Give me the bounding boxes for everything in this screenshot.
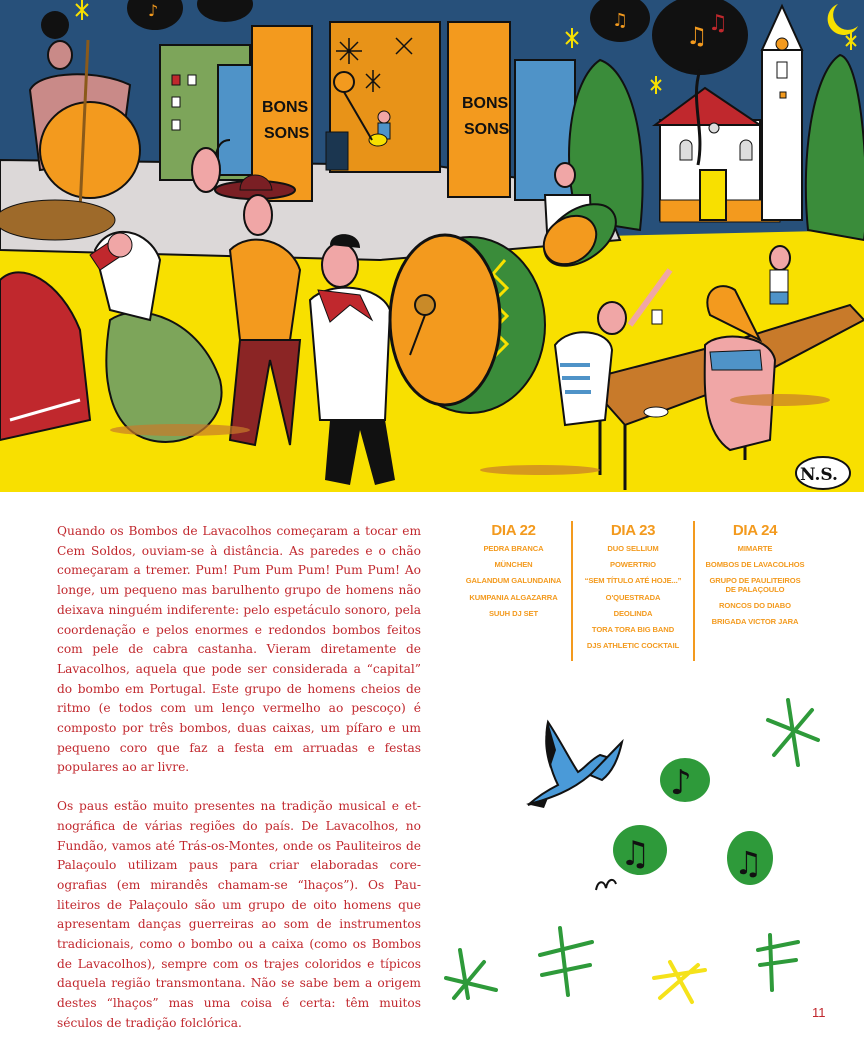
svg-text:♪: ♪ <box>670 763 692 803</box>
star-icon <box>758 935 798 990</box>
article-paragraph: Os paus estão muito presentes na tradição musical e etnográfica de várias regiões do país. De Lavacolhos, no Fundão, vamos até Trás-os-Montes, onde os Pauliteiros de Palaçoulo utilizam paus para criar elaboradas coreografias (em mirandês chamam-se “lhaços”). Os Pauliteiros de Palaçoulo são um grupo de oito homens que apresentam danças guerreiras ao som de instrumentos tradicionais, como o bombo ou a caixa (como os Bombos de Lavacolhos), sempre com os trajes coloridos e típicos daquela região transmontana. Não se sabe bem a origem destes “lhaços” mas uma coisa é certa: têm muitos séculos de tradição folclórica. <box>57 799 421 1030</box>
bird-icon <box>526 722 622 808</box>
act-item: TORA TORA BIG BAND <box>591 625 675 635</box>
act-item: BOMBOS DE LAVACOLHOS <box>705 560 805 570</box>
act-item: DUO SELLIUM <box>607 544 659 553</box>
act-item: PEDRA BRANCA <box>483 544 544 553</box>
star-icon <box>446 950 496 998</box>
star-icon <box>540 928 592 995</box>
stage-sign-left-bottom: SONS <box>264 125 310 142</box>
music-note-icon: ♪ <box>148 1 159 20</box>
star-icon <box>768 700 818 765</box>
squiggle <box>596 880 616 890</box>
act-item: DEOLINDA <box>613 608 653 618</box>
schedule-day-23 <box>571 521 693 661</box>
stage-sign-right-top: BONS <box>462 95 509 112</box>
act-item: O'QUESTRADA <box>605 592 661 602</box>
day-title: DIA 22 <box>491 522 536 539</box>
schedule-day-24 <box>693 521 815 661</box>
artist-signature <box>796 457 850 489</box>
act-item: MIMARTE <box>737 544 773 553</box>
artist-signature-text: N.S. <box>800 465 838 485</box>
festival-illustration <box>0 0 864 492</box>
decorative-illustration <box>440 680 860 1010</box>
festival-schedule <box>456 521 832 661</box>
article-paragraph: Quando os Bombos de Lavacolhos começaram a tocar em Cem Soldos, ouviam-se à distância. As paredes e o chão começaram a tremer. Pum! Pum Pum Pum! Pum Pum! Ao longe, um pequeno mas barulhento grupo de homens não deixava ninguém indiferente: pelo espetáculo sonoro, pela coordenação e pelos enormes e redondos bombos feitos com pele de cabra castanha. Vieram diretamente de Lavacolhos, aquela que pode ser considerada a “capital” do bombo em Portugal. Este grupo de homens cheios de ritmo (e todos com um lenço vermelho ao pescoço) é composto por três bombos, duas caixas, um pífaro e um pequeno coro que faz a festa em arruadas e festas populares ao ar livre. <box>57 524 421 775</box>
act-item: BRIGADA VICTOR JARA <box>711 617 799 627</box>
act-item: RONCOS DO DIABO <box>719 600 791 610</box>
act-item: MÜNCHEN <box>494 560 533 570</box>
act-item: KUMPANIA ALGAZARRA <box>469 592 558 602</box>
day-title: DIA 23 <box>610 522 656 539</box>
svg-text:♫: ♫ <box>620 834 651 874</box>
music-note-icon: ♫ <box>686 22 708 50</box>
music-note-icon: ♫ <box>708 11 728 36</box>
music-note-icon <box>727 831 773 885</box>
day-title: DIA 24 <box>732 522 778 539</box>
act-item: “SEM TÍTULO ATÉ HOJE...” <box>584 576 682 586</box>
page-number: 11 <box>812 1005 826 1020</box>
act-item: GALANDUM GALUNDAINA <box>465 576 562 586</box>
act-item: DJS ATHLETIC COCKTAIL <box>586 641 680 651</box>
music-note-icon: ♫ <box>612 10 629 31</box>
stage-sign-right-bottom: SONS <box>464 121 510 138</box>
music-note-icon <box>660 758 710 803</box>
article-body <box>57 522 421 1053</box>
star-icon <box>654 962 705 1002</box>
svg-text:♫: ♫ <box>734 844 763 882</box>
act-item: GRUPO DE PAULITEIROS DE PALAÇOULO <box>709 576 801 594</box>
act-item: SUUH DJ SET <box>488 608 539 618</box>
schedule-day-22 <box>456 521 571 661</box>
act-item: POWERTRIO <box>610 560 656 570</box>
music-note-icon <box>613 825 667 875</box>
stage-sign-left-top: BONS <box>262 99 309 116</box>
